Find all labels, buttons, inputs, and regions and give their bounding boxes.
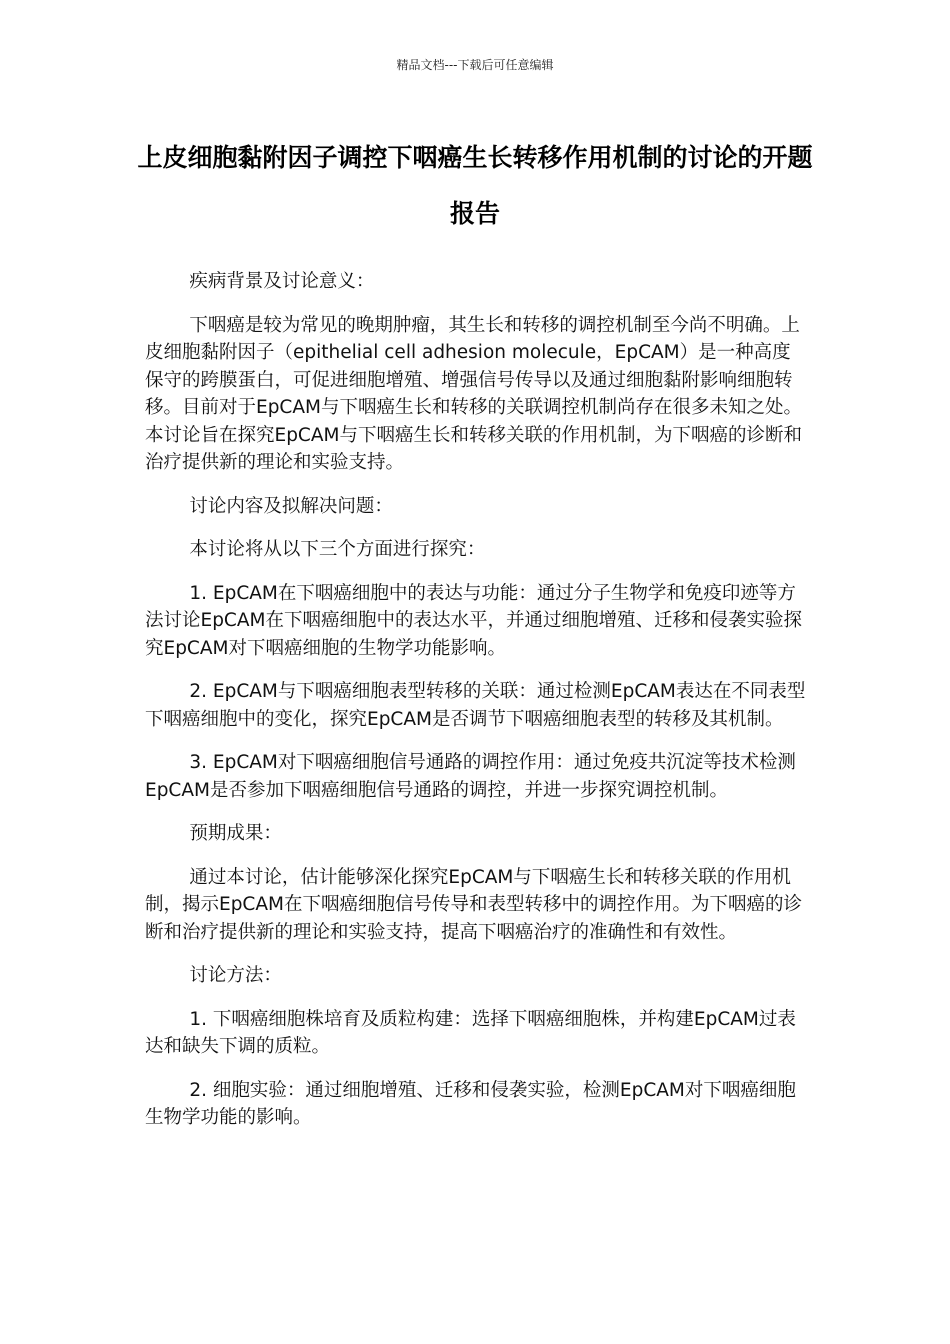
page-header: 精品文档---下载后可任意编辑	[396, 58, 554, 72]
results-heading: 预期成果：	[189, 823, 282, 844]
document-title: 上皮细胞黏附因子调控下咽癌生长转移作用机制的讨论的开题报告	[137, 143, 813, 228]
background-paragraph: 下咽癌是较为常见的晚期肿瘤，其生长和转移的调控机制至今尚不明确。上皮细胞黏附因子（epithelial cell adhesion molecule，EpCAM）是一种高度保守的跨膜蛋白，可促进细胞增殖、增强信号传导以及通过细胞黏附影响细胞转移。目前对于EpCAM与下咽癌生长和转移的关联调控机制尚存在很多未知之处。本讨论旨在探究EpCAM与下咽癌生长和转移关联的作用机制，为下咽癌的诊断和治疗提供新的理论和实验支持。	[145, 314, 802, 473]
methods-item-1: 1. 下咽癌细胞株培育及质粒构建：选择下咽癌细胞株，并构建EpCAM过表达和缺失下调的质粒。	[145, 1008, 796, 1057]
background-heading: 疾病背景及讨论意义：	[189, 271, 375, 292]
content-intro: 本讨论将从以下三个方面进行探究：	[189, 539, 486, 560]
content-heading: 讨论内容及拟解决问题：	[189, 495, 393, 517]
methods-heading: 讨论方法：	[189, 965, 282, 986]
content-item-3: 3. EpCAM对下咽癌细胞信号通路的调控作用：通过免疫共沉淀等技术检测EpCAM是否参加下咽癌细胞信号通路的调控，并进一步探究调控机制。	[145, 752, 796, 801]
content-item-1: 1. EpCAM在下咽癌细胞中的表达与功能：通过分子生物学和免疫印迹等方法讨论EpCAM在下咽癌细胞中的表达水平，并通过细胞增殖、迁移和侵袭实验探究EpCAM对下咽癌细胞的生物学功能影响。	[145, 582, 802, 659]
methods-item-2: 2. 细胞实验：通过细胞增殖、迁移和侵袭实验，检测EpCAM对下咽癌细胞生物学功能的影响。	[145, 1079, 796, 1128]
document-body	[145, 268, 807, 1148]
content-item-2: 2. EpCAM与下咽癌细胞表型转移的关联：通过检测EpCAM表达在不同表型下咽癌细胞中的变化，探究EpCAM是否调节下咽癌细胞表型的转移及其机制。	[145, 681, 806, 730]
results-paragraph: 通过本讨论，估计能够深化探究EpCAM与下咽癌生长和转移关联的作用机制，揭示EpCAM在下咽癌细胞信号传导和表型转移中的调控作用。为下咽癌的诊断和治疗提供新的理论和实验支持，提高下咽癌治疗的准确性和有效性。	[145, 866, 802, 943]
